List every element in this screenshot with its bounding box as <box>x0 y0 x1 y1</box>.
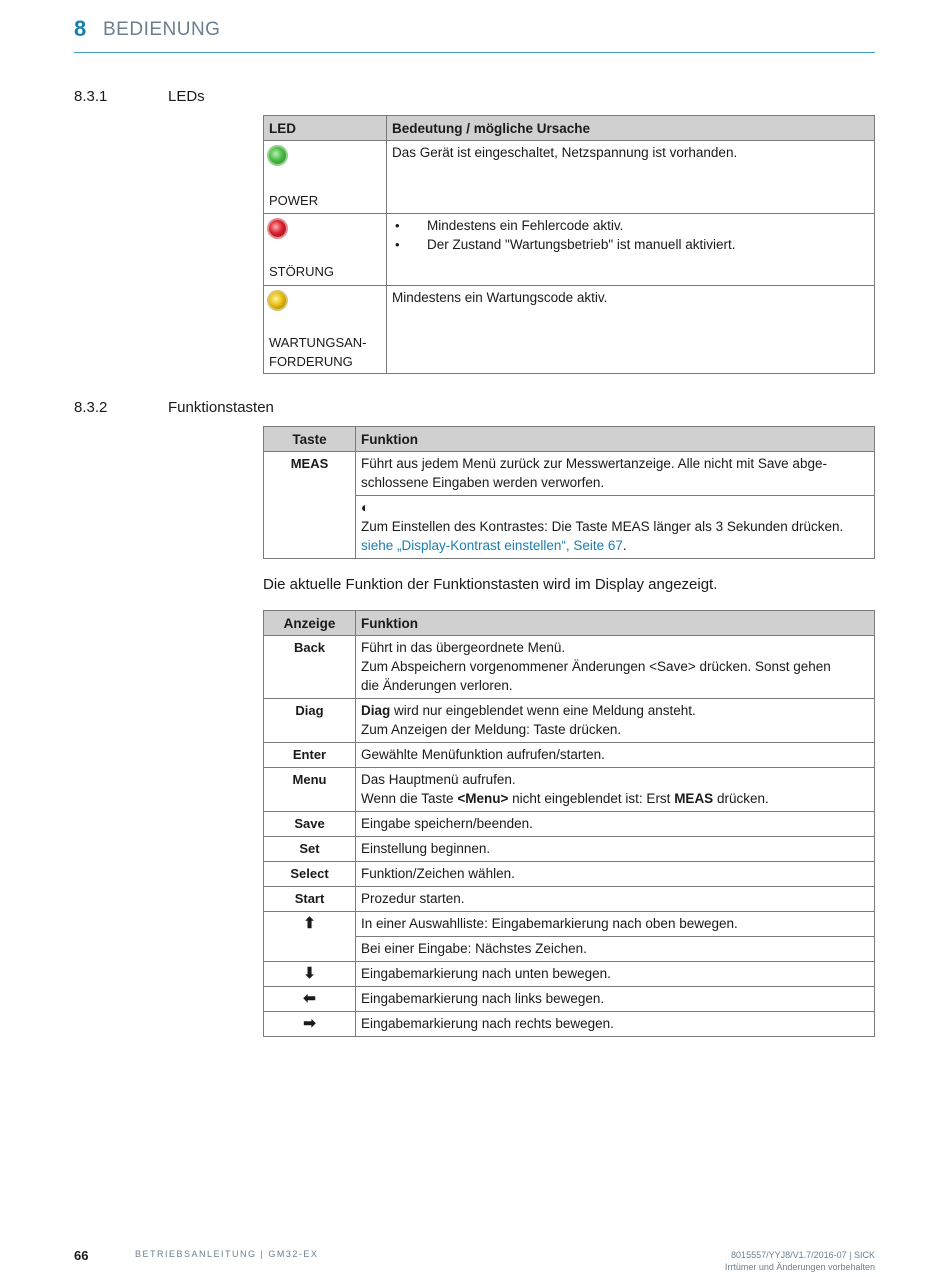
back-text-1: Führt in das übergeordnete Menü. <box>361 640 566 655</box>
table-row <box>264 912 875 937</box>
key-set: Set <box>264 837 356 862</box>
table-row <box>264 699 875 743</box>
led-name-maintenance-2: FORDERUNG <box>269 354 353 369</box>
key-table-header <box>264 427 875 452</box>
arrow-left-icon: ⬅ <box>264 987 356 1012</box>
led-desc-power: Das Gerät ist eingeschaltet, Netzspannung ist vorhanden. <box>387 141 875 214</box>
contrast-reference <box>361 536 869 555</box>
led-cell-maintenance <box>264 286 387 374</box>
footer-ref: 8015557/YYJ8/V1.7/2016-07 | SICK <box>731 1250 875 1260</box>
led-name-fault: STÖRUNG <box>269 264 334 279</box>
section-title-keys: Funktionstasten <box>168 399 274 416</box>
key-menu: Menu <box>264 768 356 812</box>
arrow-right-icon: ➡ <box>264 1012 356 1037</box>
menu-text-2 <box>361 789 869 808</box>
led-name-power: POWER <box>269 193 319 208</box>
key-select: Select <box>264 862 356 887</box>
save-function: Eingabe speichern/beenden. <box>356 812 875 837</box>
meas-function <box>356 452 875 496</box>
key-back: Back <box>264 636 356 699</box>
menu-text-2d: MEAS <box>674 791 714 806</box>
col-function: Funktion <box>356 427 875 452</box>
led-desc-fault <box>387 214 875 286</box>
back-text-2: Zum Abspeichern vorgenommener Änderungen <Save> drücken. Sonst gehen <box>361 659 831 674</box>
select-function: Funktion/Zeichen wählen. <box>356 862 875 887</box>
col-display-function: Funktion <box>356 611 875 636</box>
diag-text-1 <box>361 701 869 720</box>
section-number-leds: 8.3.1 <box>74 88 108 105</box>
key-enter: Enter <box>264 743 356 768</box>
menu-text-2c: nicht eingeblendet ist: Erst <box>508 791 675 806</box>
enter-function: Gewählte Menüfunktion aufrufen/starten. <box>356 743 875 768</box>
list-item: • Der Zustand "Wartungsbetrieb" ist manuell aktiviert. <box>427 235 869 254</box>
contrast-icon: ◐ <box>361 500 370 515</box>
list-item: • Mindestens ein Fehlercode aktiv. <box>427 216 869 235</box>
table-row <box>264 768 875 812</box>
up-function-2: Bei einer Eingabe: Nächstes Zeichen. <box>356 937 875 962</box>
footer-document: BETRIEBSANLEITUNG | GM32-EX <box>135 1249 319 1259</box>
meas-text-2: schlossene Eingaben werden verworfen. <box>361 475 605 490</box>
start-function: Prozedur starten. <box>356 887 875 912</box>
diag-text-rest: wird nur eingeblendet wenn eine Meldung ansteht. <box>390 703 696 718</box>
contrast-text: Zum Einstellen des Kontrastes: Die Taste MEAS länger als 3 Sekunden drücken. <box>361 519 844 534</box>
section-title-leds: LEDs <box>168 88 205 105</box>
table-row <box>264 1012 875 1037</box>
contrast-function <box>356 496 875 559</box>
diag-text-2: Zum Anzeigen der Meldung: Taste drücken. <box>361 722 622 737</box>
back-text-3: die Änderungen verloren. <box>361 678 513 693</box>
chapter-header <box>74 16 875 53</box>
display-function-table <box>263 610 875 1037</box>
led-desc-maintenance: Mindestens ein Wartungscode aktiv. <box>387 286 875 374</box>
intro-text: Die aktuelle Funktion der Funktionstasten wird im Display angezeigt. <box>263 576 718 593</box>
footer-note: Irrtümer und Änderungen vorbehalten <box>724 1262 875 1272</box>
red-led-icon <box>269 220 286 237</box>
table-row <box>264 962 875 987</box>
up-function-1: In einer Auswahlliste: Eingabemarkierung nach oben bewegen. <box>356 912 875 937</box>
led-table-header <box>264 116 875 141</box>
table-row <box>264 862 875 887</box>
key-save: Save <box>264 812 356 837</box>
back-function <box>356 636 875 699</box>
menu-text-2b: <Menu> <box>457 791 509 806</box>
led-cell-power <box>264 141 387 214</box>
table-row <box>264 743 875 768</box>
arrow-up-icon: ⬆ <box>264 912 356 962</box>
contrast-link-end: . <box>622 538 627 553</box>
col-key: Taste <box>264 427 356 452</box>
menu-text-2a: Wenn die Taste <box>361 791 458 806</box>
arrow-down-icon: ⬇ <box>264 962 356 987</box>
meas-text-1: Führt aus jedem Menü zurück zur Messwertanzeige. Alle nicht mit Save abge- <box>361 456 827 471</box>
menu-text-2e: drücken. <box>713 791 769 806</box>
table-row <box>264 496 875 559</box>
table-row <box>264 987 875 1012</box>
display-table-header <box>264 611 875 636</box>
page-number: 66 <box>74 1248 89 1263</box>
table-row <box>264 214 875 286</box>
menu-text-1: Das Hauptmenü aufrufen. <box>361 772 516 787</box>
left-function: Eingabemarkierung nach links bewegen. <box>356 987 875 1012</box>
table-row <box>264 837 875 862</box>
function-key-table <box>263 426 875 559</box>
col-meaning: Bedeutung / mögliche Ursache <box>387 116 875 141</box>
set-function: Einstellung beginnen. <box>356 837 875 862</box>
section-number-keys: 8.3.2 <box>74 399 108 416</box>
led-table <box>263 115 875 374</box>
table-row <box>264 286 875 374</box>
footer-reference <box>725 1249 875 1273</box>
diag-function <box>356 699 875 743</box>
green-led-icon <box>269 147 286 164</box>
table-row <box>264 452 875 496</box>
chapter-number: 8 <box>74 16 87 41</box>
led-cell-fault <box>264 214 387 286</box>
menu-function <box>356 768 875 812</box>
down-function: Eingabemarkierung nach unten bewegen. <box>356 962 875 987</box>
table-row <box>264 937 875 962</box>
col-display: Anzeige <box>264 611 356 636</box>
led-name-maintenance-1: WARTUNGSAN- <box>269 335 367 350</box>
chapter-title: BEDIENUNG <box>103 19 221 40</box>
table-row <box>264 141 875 214</box>
contrast-link[interactable]: siehe „Display-Kontrast einstellen“, Seite 67 <box>361 538 623 553</box>
col-led: LED <box>264 116 387 141</box>
right-function: Eingabemarkierung nach rechts bewegen. <box>356 1012 875 1037</box>
table-row <box>264 636 875 699</box>
key-diag: Diag <box>264 699 356 743</box>
key-meas: MEAS <box>264 452 356 559</box>
table-row <box>264 812 875 837</box>
table-row <box>264 887 875 912</box>
key-start: Start <box>264 887 356 912</box>
yellow-led-icon <box>269 292 286 309</box>
diag-bold: Diag <box>361 703 391 718</box>
